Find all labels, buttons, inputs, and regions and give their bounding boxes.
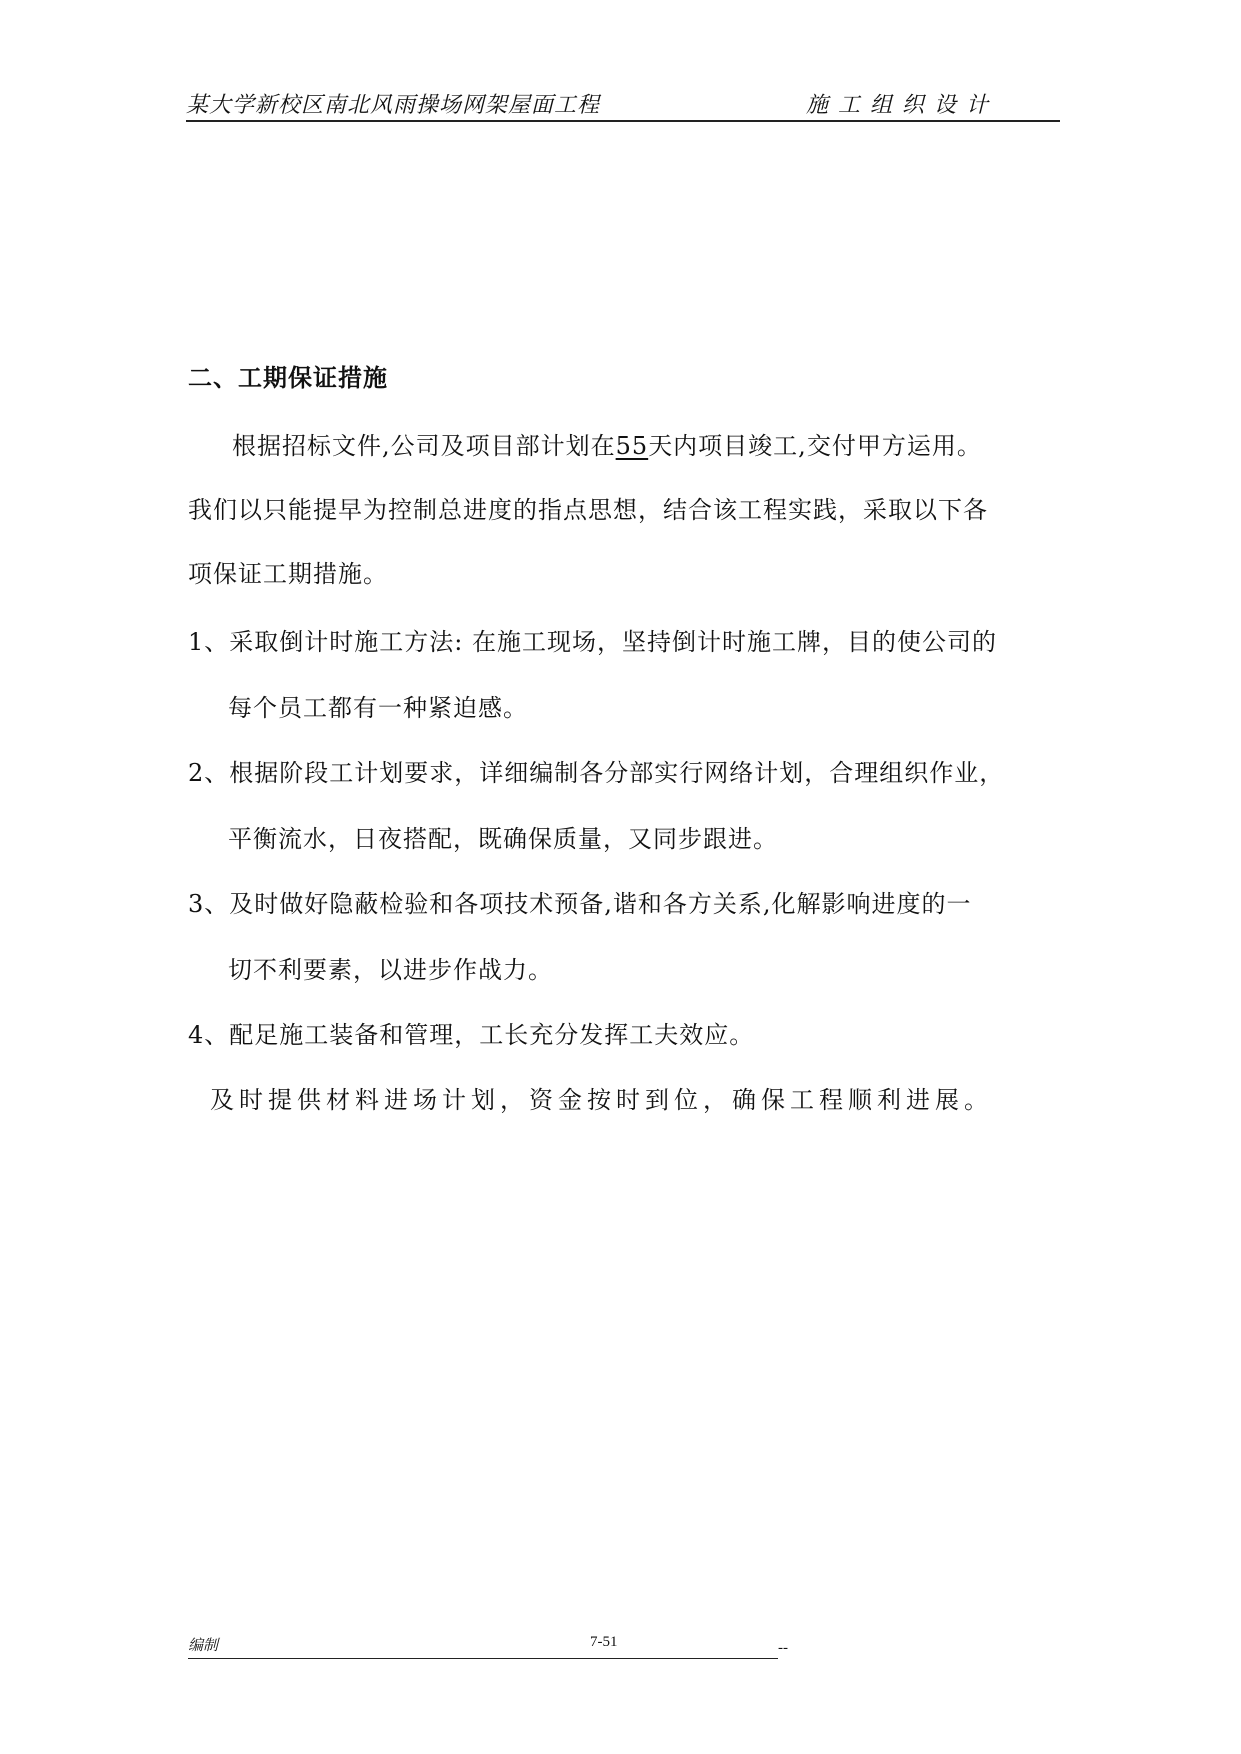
list-item-2-number: 2、 <box>188 759 230 787</box>
footer-page-number: 7-51 <box>590 1634 618 1650</box>
header-project-title: 某大学新校区南北风雨操场网架屋面工程 <box>186 93 601 118</box>
list-item-4 <box>188 1015 754 1050</box>
list-item-3-text: 及时做好隐蔽检验和各项技术预备,谐和各方关系,化解影响进度的一 <box>229 890 972 918</box>
list-item-1-text: 采取倒计时施工方法: 在施工现场，坚持倒计时施工牌，目的使公司的 <box>229 628 997 656</box>
section-title: 二、工期保证措施 <box>188 364 388 392</box>
list-item-2 <box>188 753 1004 788</box>
list-item-3-number: 3、 <box>188 890 230 918</box>
list-item-4-number: 4、 <box>188 1021 230 1049</box>
header-document-type: 施工组织设计 <box>805 93 998 118</box>
intro-line-1-end: 天内项目竣工,交付甲方运用。 <box>648 432 982 460</box>
duration-days: 55 <box>615 432 649 460</box>
footer-rule <box>188 1658 778 1659</box>
intro-line-3: 项保证工期措施。 <box>188 560 388 588</box>
intro-line-2: 我们以只能提早为控制总进度的指点思想，结合该工程实践，采取以下各 <box>188 496 988 524</box>
list-item-2-text: 根据阶段工计划要求，详细编制各分部实行网络计划，合理组织作业， <box>229 759 1005 787</box>
list-item-1-continuation: 每个员工都有一种紧迫感。 <box>228 694 528 722</box>
footer-prepared-by: 编制 <box>188 1636 219 1654</box>
list-item-1-number: 1、 <box>188 628 230 656</box>
page-footer <box>188 1634 788 1660</box>
intro-line-1 <box>232 426 982 461</box>
footer-suffix: -- <box>778 1640 788 1656</box>
list-item-2-continuation: 平衡流水，日夜搭配，既确保质量，又同步跟进。 <box>228 825 778 853</box>
closing-paragraph: 及时提供材料进场计划，资金按时到位，确保工程顺利进展。 <box>210 1086 993 1114</box>
list-item-3-continuation: 切不利要素，以进步作战力。 <box>228 956 553 984</box>
page-header <box>186 88 1060 122</box>
intro-line-1-start: 根据招标文件,公司及项目部计划在 <box>232 432 616 460</box>
list-item-4-text: 配足施工装备和管理，工长充分发挥工夫效应。 <box>229 1021 755 1049</box>
list-item-3 <box>188 884 972 919</box>
list-item-1 <box>188 622 997 657</box>
